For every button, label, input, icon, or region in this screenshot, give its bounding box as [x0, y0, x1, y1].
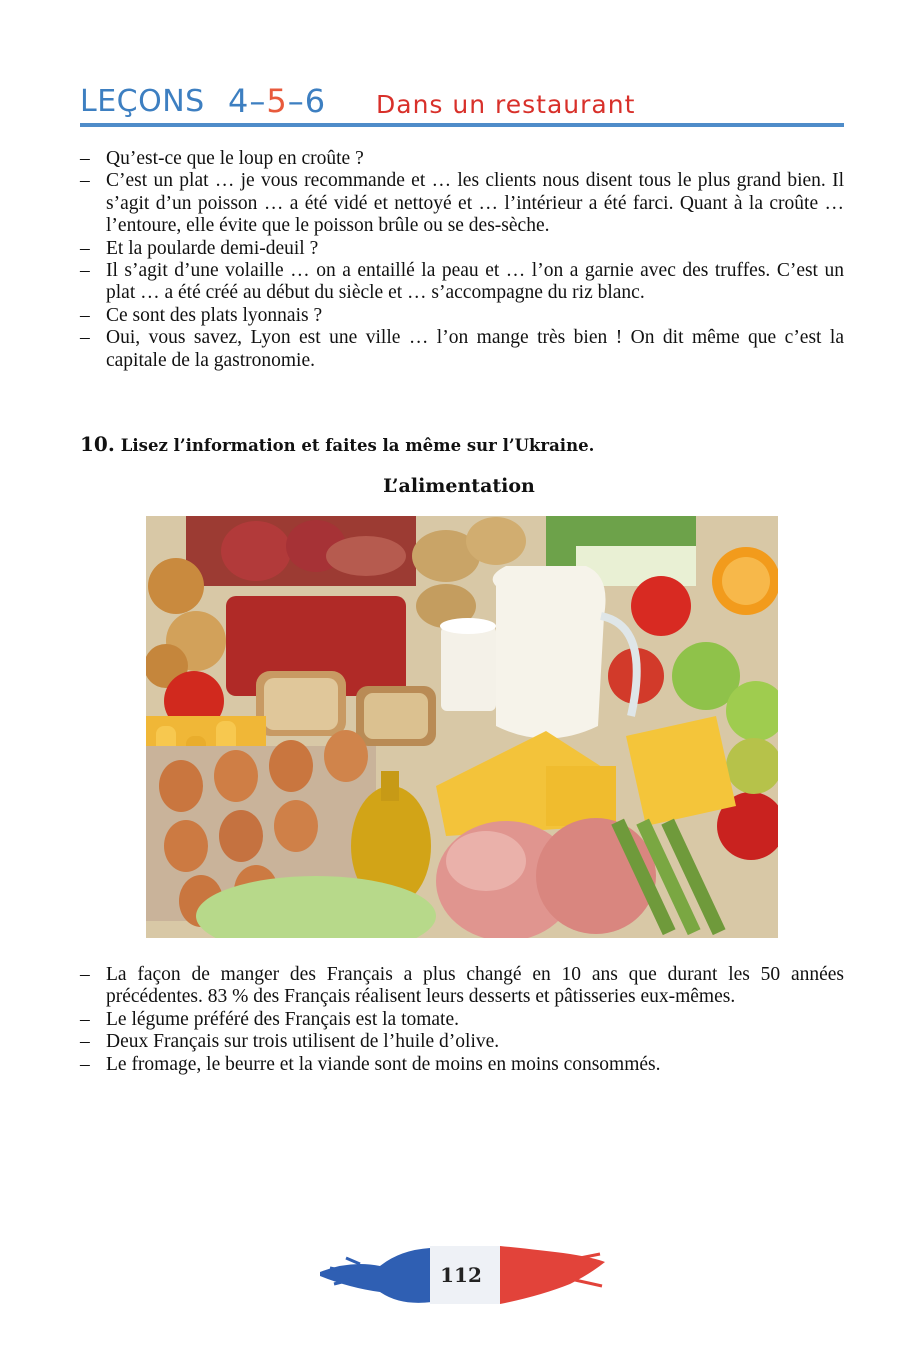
dialog-line: [80, 148, 844, 170]
lesson-number-separator: –: [287, 82, 305, 120]
dialog-line: [80, 305, 844, 327]
dialog-text: Oui, vous savez, Lyon est une ville … l’on mange très bien ! On dit même que c’est la capitale de la gastronomie.: [106, 327, 844, 371]
fact-dash: –: [80, 1053, 90, 1075]
fact-dash: –: [80, 1031, 90, 1053]
exercise-instruction: Lisez l’information et faites la même sur l’Ukraine.: [120, 436, 595, 455]
dialog-line: [80, 327, 844, 372]
dialog-text: Ce sont des plats lyonnais ?: [106, 304, 323, 326]
fact-dash: –: [80, 1008, 90, 1030]
dialog-line: [80, 170, 844, 237]
header-rule: [80, 123, 844, 127]
lesson-number-5: 5: [266, 82, 288, 120]
fact-text: La façon de manger des Français a plus changé en 10 ans que durant les 50 années précédentes. 83 % des Français réalisent leurs desserts et pâtisseries eux-mêmes.: [106, 964, 844, 1008]
exercise-number: 10.: [80, 432, 115, 456]
dialog-text: Il s’agit d’une volaille … on a entaillé la peau et … l’on a garnie avec des truffes. C’est un plat … a été créé au début du siècle et … s’accompagne du riz blanc.: [106, 260, 844, 304]
lesson-number-4: 4: [228, 82, 250, 120]
dialog-line: [80, 260, 844, 305]
food-photo: [146, 516, 778, 938]
dialog-dash: –: [80, 327, 90, 349]
fact-item: [80, 1054, 844, 1076]
exercise-heading: [80, 432, 594, 456]
food-photo-illustration: [146, 516, 778, 938]
lessons-label: LEÇONS: [80, 84, 205, 119]
lesson-title: Dans un restaurant: [376, 90, 636, 119]
fact-text: Le fromage, le beurre et la viande sont de moins en moins consommés.: [106, 1053, 661, 1075]
dialog-dash: –: [80, 260, 90, 282]
fact-dash: –: [80, 964, 90, 985]
dialog-text: Et la poularde demi-deuil ?: [106, 237, 319, 259]
dialog-dash: –: [80, 304, 90, 326]
dialog-dash: –: [80, 148, 90, 169]
lesson-number-separator: –: [249, 82, 267, 120]
dialog-line: [80, 238, 844, 260]
facts-list: [80, 964, 844, 1076]
lesson-number-6: 6: [304, 82, 327, 120]
fact-item: [80, 1009, 844, 1031]
dialog-dash: –: [80, 170, 90, 192]
page-number: 112: [440, 1263, 482, 1287]
dialog-text: C’est un plat … je vous recommande et … les clients nous disent tous le plus grand bien. Il s’agit d’un poisson … a été vidé et nettoyé et … l’intérieur a été farci. Quant à la croûte … l’entoure, elle évite que le poisson brûle ou se des-sèche.: [106, 170, 844, 237]
fact-text: Deux Français sur trois utilisent de l’huile d’olive.: [106, 1031, 500, 1053]
dialog-dash: –: [80, 237, 90, 259]
fact-item: [80, 1031, 844, 1053]
dialog-block: [80, 148, 844, 372]
dialog-text: Qu’est-ce que le loup en croûte ?: [106, 148, 364, 169]
lesson-header: [80, 80, 844, 126]
section-title: L’alimentation: [383, 475, 535, 497]
fact-item: [80, 964, 844, 1009]
fact-text: Le légume préféré des Français est la tomate.: [106, 1008, 460, 1030]
lesson-numbers: [228, 82, 326, 120]
